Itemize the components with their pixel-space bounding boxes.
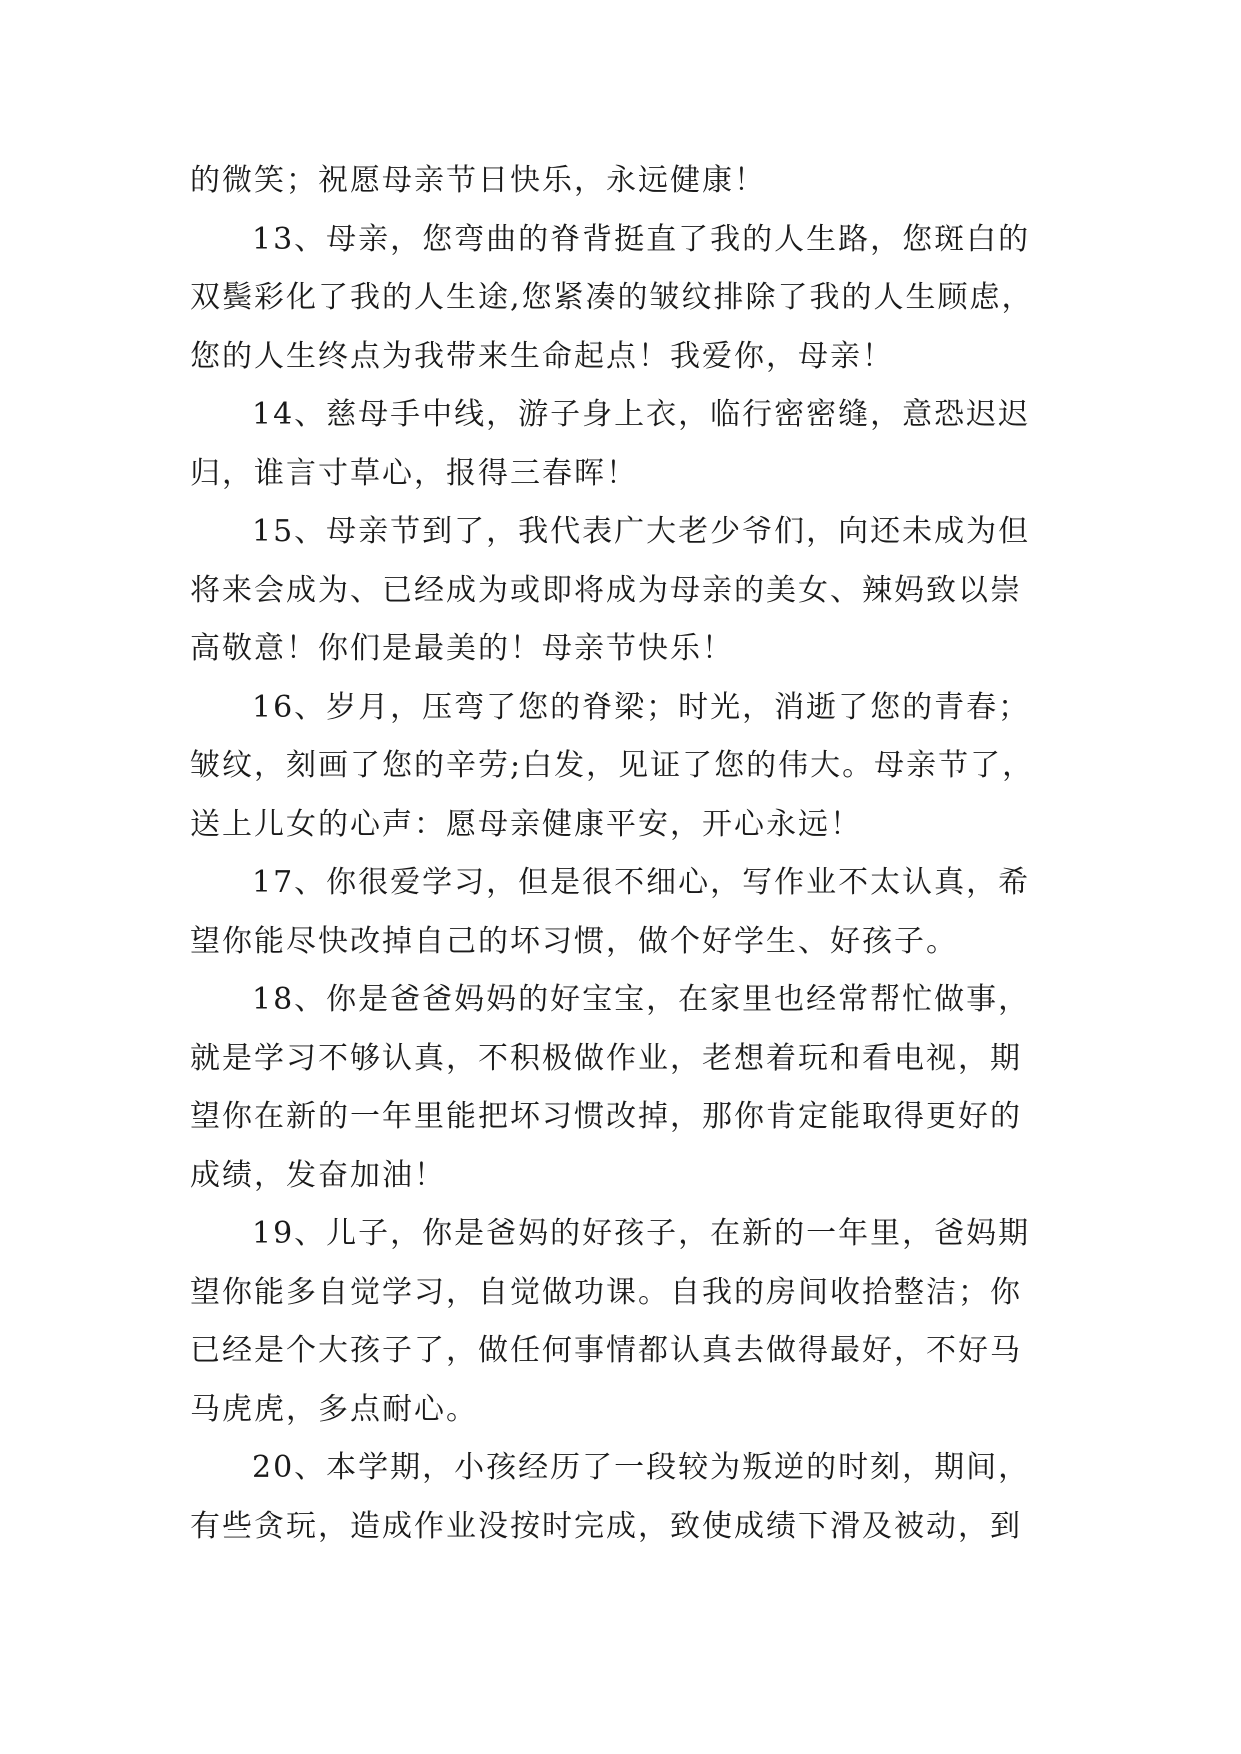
text-line: 就是学习不够认真，不积极做作业，老想着玩和看电视，期 [190, 1040, 1022, 1076]
paragraph-continuation [190, 152, 1090, 211]
paragraph-16 [190, 679, 1090, 855]
text-line: 的微笑；祝愿母亲节日快乐，永远健康！ [190, 163, 766, 198]
paragraph-13 [190, 211, 1090, 387]
text-line: 将来会成为、已经成为或即将成为母亲的美女、辣妈致以崇 [190, 572, 1022, 608]
text-line: 高敬意！你们是最美的！母亲节快乐！ [190, 631, 734, 666]
text-line: 13、母亲，您弯曲的脊背挺直了我的人生路，您斑白的 [252, 221, 1031, 257]
text-line: 马虎虎，多点耐心。 [190, 1391, 478, 1427]
text-line: 您的人生终点为我带来生命起点！我爱你，母亲！ [190, 338, 894, 374]
text-line: 15、母亲节到了，我代表广大老少爷们，向还未成为但 [252, 514, 1031, 549]
text-line: 归，谁言寸草心，报得三春晖！ [190, 455, 638, 491]
text-line: 14、慈母手中线，游子身上衣，临行密密缝，意恐迟迟 [252, 397, 1031, 432]
paragraph-20 [190, 1439, 1090, 1556]
text-line: 16、岁月，压弯了您的脊梁；时光，消逝了您的青春； [252, 689, 1031, 725]
text-line: 望你能尽快改掉自己的坏习惯，做个好学生、好孩子。 [190, 923, 958, 959]
text-line: 成绩，发奋加油！ [190, 1157, 446, 1193]
text-line: 有些贪玩，造成作业没按时完成，致使成绩下滑及被动，到 [190, 1508, 1022, 1544]
text-line: 已经是个大孩子了，做任何事情都认真去做得最好，不好马 [190, 1333, 1022, 1368]
text-line: 19、儿子，你是爸妈的好孩子，在新的一年里，爸妈期 [252, 1216, 1031, 1251]
text-line: 18、你是爸爸妈妈的好宝宝，在家里也经常帮忙做事， [252, 982, 1031, 1017]
text-line: 17、你很爱学习，但是很不细心，写作业不太认真，希 [252, 865, 1031, 900]
text-line: 望你在新的一年里能把坏习惯改掉，那你肯定能取得更好的 [190, 1099, 1022, 1134]
paragraph-19 [190, 1205, 1090, 1439]
paragraph-14 [190, 386, 1090, 503]
paragraph-18 [190, 971, 1090, 1205]
text-line: 皱纹，刻画了您的辛劳;白发，见证了您的伟大。母亲节了， [190, 748, 1035, 783]
text-line: 双鬓彩化了我的人生途,您紧凑的皱纹排除了我的人生顾虑， [190, 280, 1034, 315]
paragraph-17 [190, 854, 1090, 971]
text-line: 送上儿女的心声：愿母亲健康平安，开心永远！ [190, 806, 862, 842]
paragraph-15 [190, 503, 1090, 679]
text-line: 20、本学期，小孩经历了一段较为叛逆的时刻，期间， [252, 1450, 1031, 1485]
text-line: 望你能多自觉学习，自觉做功课。自我的房间收拾整洁；你 [190, 1274, 1022, 1310]
document-body [190, 152, 1090, 1556]
